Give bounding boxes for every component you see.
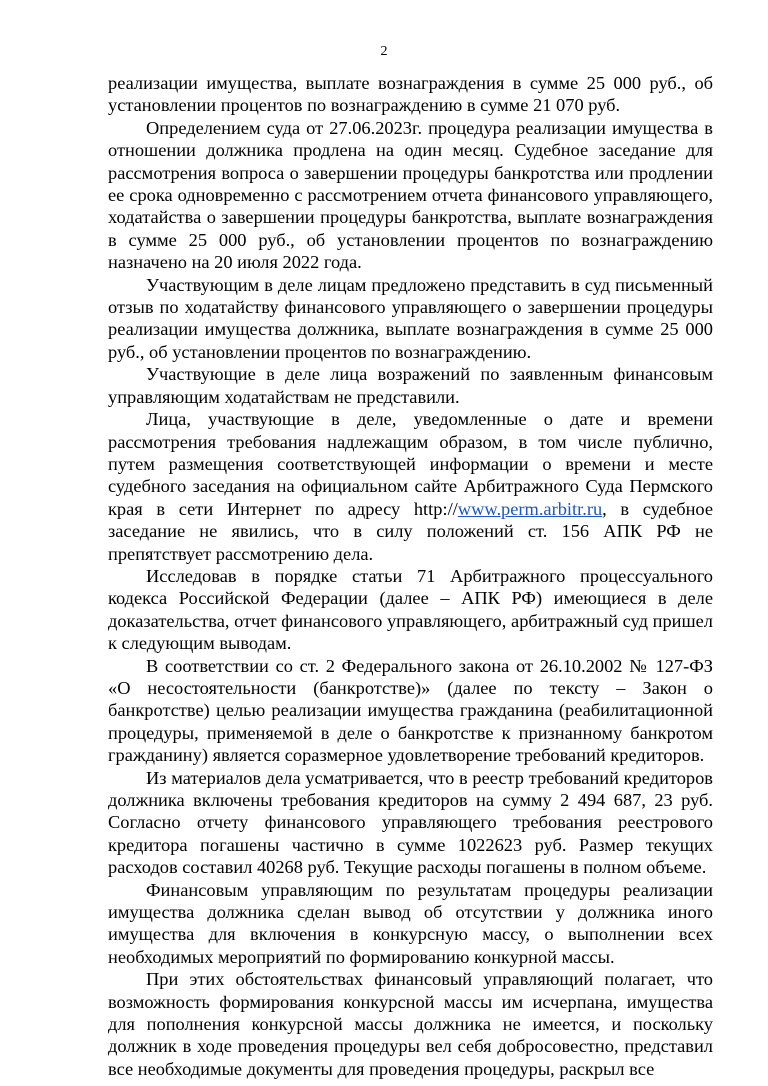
- paragraph-4: Участвующие в деле лица возражений по заявленным финансовым управляющим ходатайствам не представили.: [108, 364, 713, 407]
- paragraph-1: реализации имущества, выплате вознаграждения в сумме 25 000 руб., об установлении процентов по вознаграждению в сумме 21 070 руб.: [108, 73, 713, 116]
- paragraph-8: Из материалов дела усматривается, что в реестр требований кредиторов должника включены требования кредиторов на сумму 2 494 687, 23 руб. Согласно отчету финансового управляющего требования реестрового кредитора погашены частично в сумме 1022623 руб. Размер текущих расходов составил 40268 руб. Текущие расходы погашены в полном объеме.: [108, 767, 713, 878]
- page-number: 2: [380, 44, 388, 59]
- paragraph-5-text-before: Лица, участвующие в деле, уведомленные о дате и времени рассмотрения требования надлежащим образом, в том числе публично, путем размещения соответствующей информации о времени и месте судебного заседания на официальном сайте Арбитражного Суда Пермского края в сети Интернет по адресу http://: [108, 409, 713, 519]
- paragraph-5: [108, 408, 713, 565]
- paragraph-3: Участвующим в деле лицам предложено представить в суд письменный отзыв по ходатайству финансового управляющего о завершении процедуры реализации имущества должника, выплате вознаграждения в сумме 25 000 руб., об установлении процентов по вознаграждению.: [108, 274, 713, 362]
- paragraph-2: Определением суда от 27.06.2023г. процедура реализации имущества в отношении должника продлена на один месяц. Судебное заседание для рассмотрения вопроса о завершении процедуры банкротства или продлении ее срока одновременно с рассмотрением отчета финансового управляющего, ходатайства о завершении процедуры банкротства, выплате вознаграждения в сумме 25 000 руб., об установлении процентов по вознаграждению назначено на 20 июля 2022 года.: [108, 117, 713, 273]
- paragraph-5-text-after: , в судебное заседание не явились, что в силу положений ст. 156 АПК РФ не препятствует рассмотрению дела.: [108, 498, 714, 564]
- paragraph-6: Исследовав в порядке статьи 71 Арбитражного процессуального кодекса Российской Федерации (далее – АПК РФ) имеющиеся в деле доказательства, отчет финансового управляющего, арбитражный суд пришел к следующим выводам.: [108, 565, 713, 654]
- court-website-link[interactable]: www.perm.arbitr.ru: [457, 498, 603, 519]
- paragraph-9: Финансовым управляющим по результатам процедуры реализации имущества должника сделан вывод об отсутствии у должника иного имущества для включения в конкурсную массу, о выполнении всех необходимых мероприятий по формированию конкурной массы.: [108, 879, 713, 967]
- paragraph-10: При этих обстоятельствах финансовый управляющий полагает, что возможность формирования конкурсной массы им исчерпана, имущества для пополнения конкурсной массы должника не имеется, и поскольку должник в ходе проведения процедуры вел себя добросовестно, представил все необходимые документы для проведения процедуры, раскрыл все: [108, 969, 713, 1079]
- document-body: [108, 72, 713, 1080]
- paragraph-7: В соответствии со ст. 2 Федерального закона от 26.10.2002 № 127-ФЗ «О несостоятельности (банкротстве)» (далее по тексту – Закон о банкротстве) целью реализации имущества гражданина (реабилитационной процедуры, применяемой в деле о банкротстве к признанному банкротом гражданину) является соразмерное удовлетворение требований кредиторов.: [108, 655, 713, 766]
